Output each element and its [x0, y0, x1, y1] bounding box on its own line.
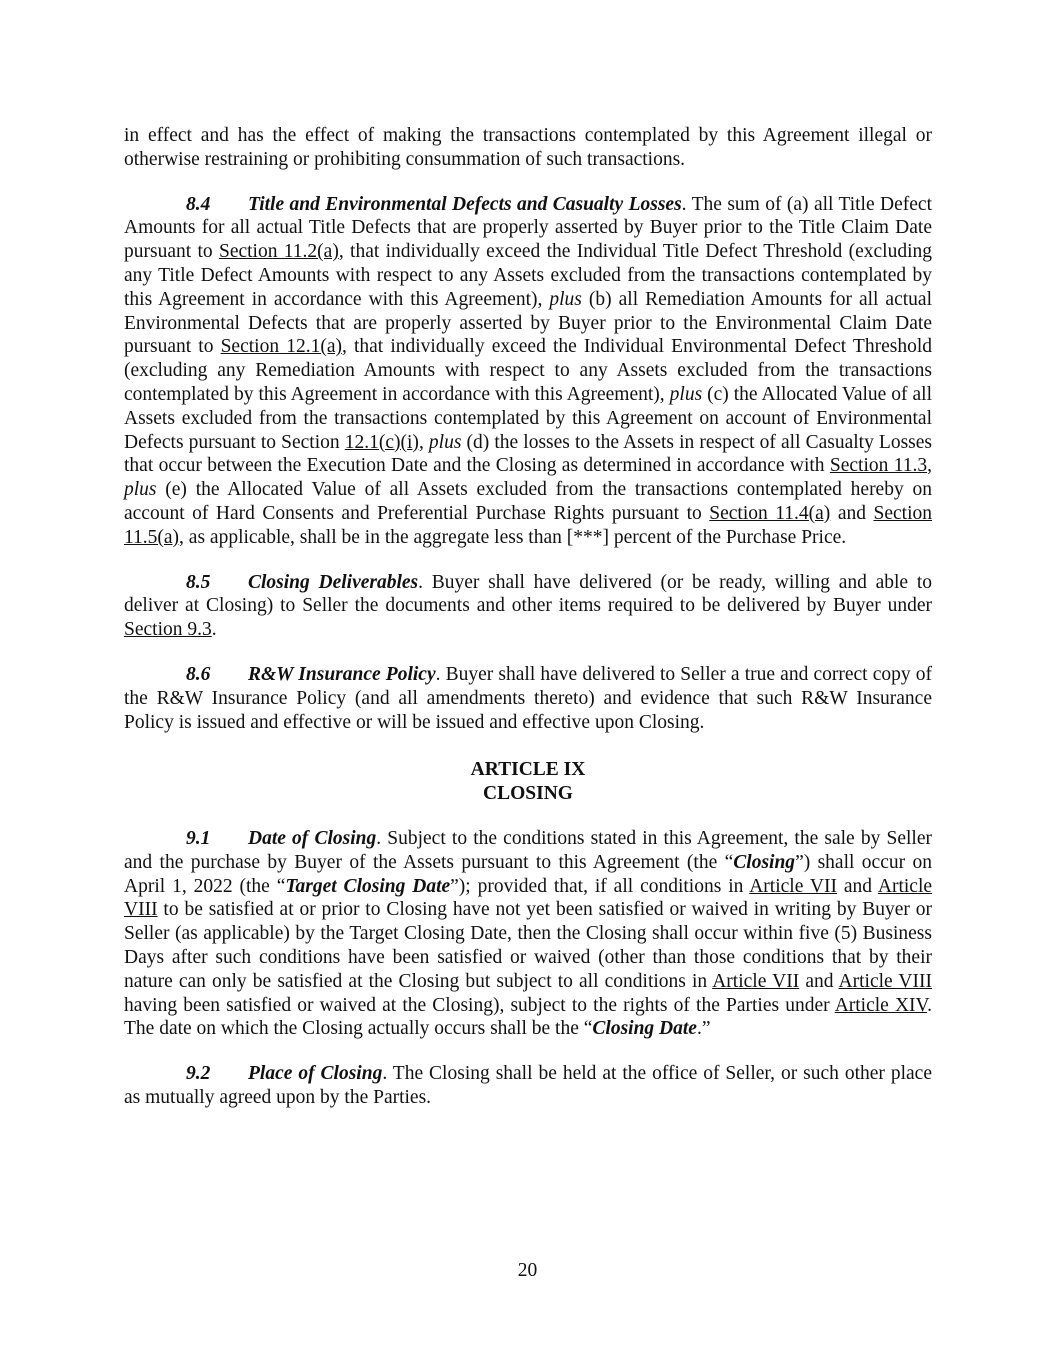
section-reference: Article VII — [712, 970, 800, 992]
section-text: ”); provided that, if all conditions in — [450, 875, 750, 897]
section-text: and — [836, 875, 878, 897]
italic-term: plus — [669, 383, 703, 405]
section-reference: Section 11.4(a) — [709, 502, 831, 524]
section-number: 8.6 — [186, 663, 211, 685]
section-number: 8.5 — [186, 571, 211, 593]
page-number: 20 — [517, 1260, 538, 1281]
document-page — [124, 124, 932, 1110]
defined-term: Closing Date — [592, 1018, 697, 1040]
section-number: 8.4 — [186, 193, 211, 215]
section-text: ”) shall occur on April 1, 2022 (the “ — [124, 851, 932, 897]
defined-term: Closing — [733, 851, 796, 873]
section-text: , that individually exceed the Individual Title Defect Threshold (excluding any Title Defect Amounts with respect to any Assets excluded from the transactions contemplated by this Agreement in accordance with this Agreement), — [124, 241, 932, 310]
section-text: to be satisfied at or prior to Closing have not yet been satisfied or waived in writing by Buyer or Seller (as applicable) by the Target Closing Date, then the Closing shall occur within five (5) Business Days after such conditions have been satisfied or waived (other than those conditions that by their nature can only be satisfied at the Closing but subject to all conditions in — [124, 899, 932, 992]
section-text: (c) the Allocated Value of all Assets excluded from the transactions contemplated by this Agreement on account of Environmental Defects pursuant to Section — [124, 383, 932, 453]
italic-term: plus — [549, 288, 582, 310]
section-8-6 — [124, 663, 932, 734]
section-text: . Buyer shall have delivered (or be ready, willing and able to deliver at Closing) to Seller the documents and other items required to be delivered by Buyer under — [124, 571, 932, 617]
continuation-paragraph: in effect and has the effect of making the transactions contemplated by this Agreement illegal or otherwise restraining or prohibiting consummation of such transactions. — [124, 125, 932, 170]
section-heading: Title and Environmental Defects and Casualty Losses — [248, 193, 682, 215]
section-text: . The sum of (a) all Title Defect Amounts for all actual Title Defects that are properly asserted by Buyer prior to the Title Claim Date pursuant to — [124, 193, 932, 263]
section-reference: Section 11.2(a) — [218, 241, 339, 263]
section-text: , — [927, 455, 932, 477]
section-text: , that individually exceed the Individual Environmental Defect Threshold (excluding any Remediation Amounts with respect to any Assets excluded from the transactions contemplated by this Agreement in accordance with this Agreement), — [124, 336, 932, 405]
section-heading: Place of Closing — [248, 1063, 383, 1085]
section-reference: Article VIII — [838, 970, 932, 992]
section-number: 9.1 — [186, 827, 211, 849]
section-text: . — [211, 619, 217, 641]
section-reference: Article VIII — [124, 875, 933, 921]
section-heading: Date of Closing — [248, 827, 377, 849]
section-text: .” — [696, 1018, 711, 1040]
italic-term: plus — [428, 431, 462, 453]
section-text: . Buyer shall have delivered to Seller a true and correct copy of the R&W Insurance Policy (and all amendments thereto) and evidence that such R&W Insurance Policy is issued and effective or will be issued and effective upon Closing. — [124, 663, 933, 733]
section-9-1 — [124, 827, 932, 1041]
section-text: . The date on which the Closing actually occurs shall be the “ — [124, 994, 932, 1040]
section-8-5 — [124, 571, 932, 642]
section-reference: Article VII — [749, 875, 837, 897]
section-text: and — [830, 502, 874, 524]
section-text: (e) the Allocated Value of all Assets excluded from the transactions contemplated hereby on account of Hard Consents and Preferential Purchase Rights pursuant to — [124, 479, 932, 524]
section-9-2 — [124, 1062, 932, 1110]
section-reference: Section 9.3 — [124, 619, 212, 641]
article-number: ARTICLE IX — [470, 759, 586, 781]
section-reference: Article XIV — [834, 994, 928, 1016]
section-text: , — [418, 431, 429, 453]
section-text: . Subject to the conditions stated in this Agreement, the sale by Seller and the purchase by Buyer of the Assets pursuant to this Agreement (the “ — [124, 827, 932, 873]
section-reference: Section 11.3 — [829, 455, 928, 477]
italic-term: plus — [124, 479, 157, 501]
section-heading: R&W Insurance Policy — [248, 663, 436, 685]
section-heading: Closing Deliverables — [248, 571, 419, 593]
section-text: having been satisfied or waived at the Closing), subject to the rights of the Parties under — [124, 994, 835, 1016]
section-text: (d) the losses to the Assets in respect of all Casualty Losses that occur between the Execution Date and the Closing as determined in accordance with — [124, 431, 932, 477]
section-number: 9.2 — [186, 1063, 211, 1085]
section-reference: 12.1(c)(i) — [344, 431, 419, 453]
section-text: , as applicable, shall be in the aggregate less than [***] percent of the Purchase Price. — [179, 526, 847, 548]
article-title: CLOSING — [483, 783, 573, 805]
section-text: (b) all Remediation Amounts for all actual Environmental Defects that are properly asserted by Buyer prior to the Environmental Claim Date pursuant to — [124, 288, 932, 358]
section-reference: Section 11.5(a) — [124, 502, 932, 548]
article-heading — [124, 758, 932, 806]
defined-term: Target Closing Date — [285, 875, 451, 897]
section-8-4 — [124, 193, 932, 550]
section-text: . The Closing shall be held at the office of Seller, or such other place as mutually agreed upon by the Parties. — [124, 1063, 932, 1108]
section-text: and — [799, 970, 839, 992]
section-reference: Section 12.1(a) — [220, 336, 342, 358]
